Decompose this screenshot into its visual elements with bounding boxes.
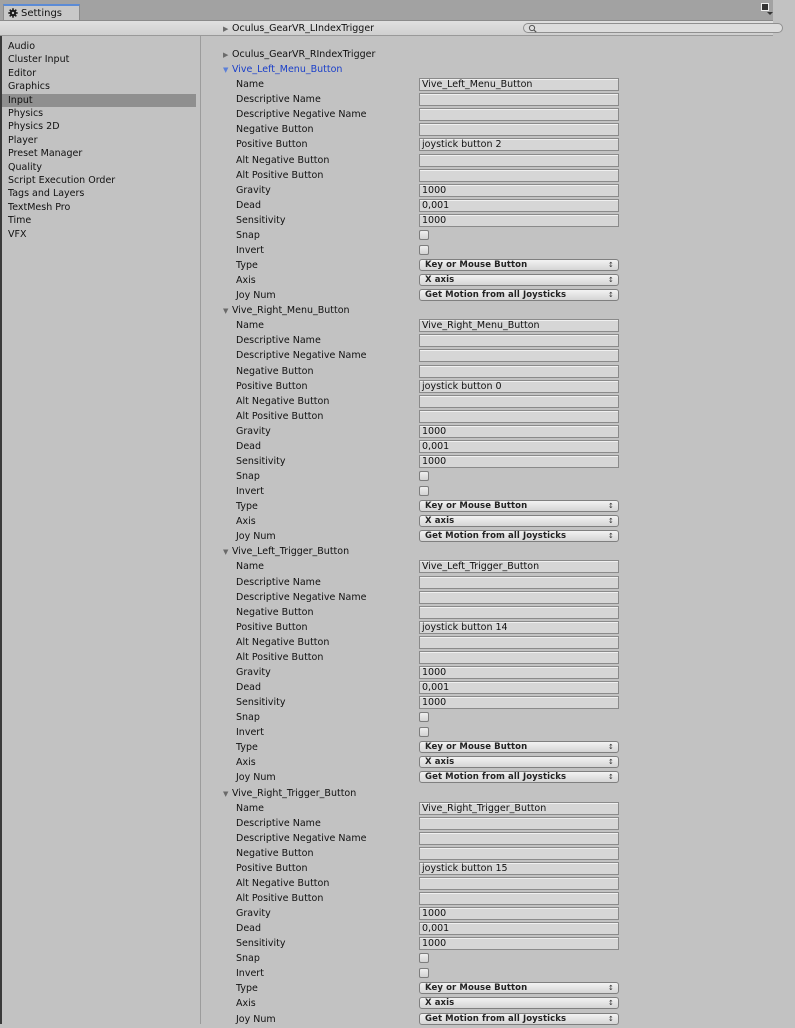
positive-button-field[interactable]: joystick button 14 [419,621,619,634]
snap-checkbox[interactable] [419,712,429,722]
dropdown-value: Key or Mouse Button [425,742,528,753]
axis-row-type [201,500,773,515]
descriptive-negative-name-label: Descriptive Negative Name [236,350,367,362]
joy-num-label: Joy Num [236,290,276,302]
axis-row-sensitivity [201,696,773,711]
sidebar-item-script-execution-order[interactable]: Script Execution Order [8,175,116,186]
gear-icon [8,8,18,18]
alt-negative-button-label: Alt Negative Button [236,154,330,166]
axis-row-dead [201,440,773,455]
sensitivity-label: Sensitivity [236,697,286,709]
foldout-expanded-icon[interactable]: ▼ [223,307,229,316]
gravity-field[interactable]: 1000 [419,184,619,197]
alt-negative-button-label: Alt Negative Button [236,636,330,648]
axis-row-descriptive-name [201,576,773,591]
sidebar-item-cluster-input[interactable]: Cluster Input [8,54,70,66]
type-label: Type [236,983,258,995]
alt-negative-button-field[interactable] [419,395,619,408]
dropdown-value: Get Motion from all Joysticks [425,290,567,301]
axis-row-negative-button [201,123,773,138]
alt-negative-button-label: Alt Negative Button [236,877,330,889]
window-titlebar [0,0,773,21]
joy-num-dropdown[interactable] [419,771,619,783]
updown-arrows-icon: ↕ [608,743,614,752]
axis-row-descriptive-name [201,334,773,349]
dropdown-value: X axis [425,757,455,768]
positive-button-label: Positive Button [236,621,308,633]
alt-positive-button-field[interactable] [419,410,619,423]
gravity-label: Gravity [236,908,271,920]
snap-checkbox[interactable] [419,953,429,963]
alt-negative-button-field[interactable] [419,154,619,167]
axis-row-negative-button [201,606,773,621]
axis-row-name [201,560,773,575]
foldout-expanded-icon[interactable]: ▼ [223,66,229,75]
negative-button-field[interactable] [419,606,619,619]
alt-positive-button-field[interactable] [419,169,619,182]
negative-button-label: Negative Button [236,847,314,859]
axis-dropdown[interactable] [419,515,619,527]
descriptive-name-label: Descriptive Name [236,94,321,106]
alt-positive-button-label: Alt Positive Button [236,651,324,663]
axis-foldout-collapsed-0[interactable]: ▶ Oculus_GearVR_LIndexTrigger [223,23,375,34]
name-label: Name [236,79,265,91]
sidebar-item-graphics[interactable]: Graphics [8,81,50,93]
dead-label: Dead [236,923,262,935]
descriptive-name-field[interactable] [419,93,619,106]
axis-row-descriptive-name [201,93,773,108]
axis-row-positive-button [201,380,773,395]
alt-positive-button-field[interactable] [419,892,619,905]
axis-row-invert [201,485,773,500]
axis-row-dead [201,199,773,214]
axis-row-descriptive-negative-name [201,591,773,606]
type-dropdown[interactable] [419,500,619,512]
axis-row-positive-button [201,621,773,636]
axis-dropdown[interactable] [419,997,619,1009]
axis-row-joy-num [201,771,773,786]
name-field[interactable]: Vive_Left_Trigger_Button [419,560,619,573]
negative-button-field[interactable] [419,365,619,378]
invert-checkbox[interactable] [419,727,429,737]
updown-arrows-icon: ↕ [608,291,614,300]
type-dropdown[interactable] [419,741,619,753]
snap-checkbox[interactable] [419,230,429,240]
gravity-label: Gravity [236,425,271,437]
sidebar-item-audio[interactable]: Audio [8,41,36,52]
axis-row-alt-negative-button [201,877,773,892]
snap-label: Snap [236,712,260,724]
joy-num-label: Joy Num [236,772,276,784]
axis-row-snap [201,470,773,485]
axis-row-sensitivity [201,455,773,470]
foldout-collapsed-icon[interactable]: ▶ [223,51,229,60]
descriptive-name-field[interactable] [419,334,619,347]
sensitivity-label: Sensitivity [236,455,286,467]
axis-row-alt-positive-button [201,651,773,666]
axis-row-snap [201,229,773,244]
axis-label: Axis [236,998,256,1010]
axis-row-descriptive-name [201,817,773,832]
type-label: Type [236,742,258,754]
alt-negative-button-field[interactable] [419,877,619,890]
positive-button-label: Positive Button [236,139,308,151]
input-manager-panel [201,23,773,1025]
dead-field[interactable]: 0,001 [419,440,619,453]
gravity-label: Gravity [236,666,271,678]
invert-label: Invert [236,244,264,256]
positive-button-field[interactable]: joystick button 2 [419,138,619,151]
descriptive-negative-name-field[interactable] [419,108,619,121]
axis-row-joy-num [201,289,773,304]
sensitivity-field[interactable]: 1000 [419,696,619,709]
negative-button-field[interactable] [419,123,619,136]
descriptive-negative-name-field[interactable] [419,349,619,362]
axis-label: Axis [236,275,256,287]
dropdown-value: X axis [425,998,455,1009]
alt-positive-button-label: Alt Positive Button [236,892,324,904]
axis-row-alt-positive-button [201,410,773,425]
sidebar-item-textmesh-pro[interactable]: TextMesh Pro [8,201,71,213]
alt-positive-button-field[interactable] [419,651,619,664]
axis-row-negative-button [201,365,773,380]
axis-row-sensitivity [201,937,773,952]
positive-button-label: Positive Button [236,862,308,874]
alt-positive-button-label: Alt Positive Button [236,410,324,422]
invert-checkbox[interactable] [419,486,429,496]
axis-row-axis [201,997,773,1012]
sidebar-item-vfx[interactable]: VFX [8,228,27,240]
axis-row-gravity [201,184,773,199]
snap-label: Snap [236,471,260,483]
axis-row-type [201,741,773,756]
invert-checkbox[interactable] [419,968,429,978]
joy-num-dropdown[interactable] [419,289,619,301]
axis-row-invert [201,726,773,741]
axis-row-sensitivity [201,214,773,229]
axis-header-label: Oculus_GearVR_RIndexTrigger [232,49,376,61]
negative-button-label: Negative Button [236,124,314,136]
dropdown-value: Key or Mouse Button [425,501,528,512]
axis-row-alt-positive-button [201,169,773,184]
descriptive-negative-name-label: Descriptive Negative Name [236,109,367,121]
updown-arrows-icon: ↕ [608,1014,614,1023]
updown-arrows-icon: ↕ [608,276,614,285]
gravity-label: Gravity [236,184,271,196]
dead-label: Dead [236,440,262,452]
updown-arrows-icon: ↕ [608,758,614,767]
axis-dropdown[interactable] [419,756,619,768]
dropdown-value: X axis [425,516,455,527]
joy-num-label: Joy Num [236,531,276,543]
positive-button-field[interactable]: joystick button 0 [419,380,619,393]
name-label: Name [236,320,265,332]
dropdown-value: X axis [425,275,455,286]
window-menu-arrow-icon [767,12,773,15]
axis-row-name [201,78,773,93]
dead-field[interactable]: 0,001 [419,199,619,212]
descriptive-name-label: Descriptive Name [236,576,321,588]
axis-row-gravity [201,666,773,681]
dropdown-value: Key or Mouse Button [425,260,528,271]
sidebar-item-input[interactable]: Input [2,94,196,107]
joy-num-dropdown[interactable] [419,1013,619,1025]
descriptive-negative-name-label: Descriptive Negative Name [236,591,367,603]
invert-label: Invert [236,486,264,498]
sensitivity-field[interactable]: 1000 [419,937,619,950]
sidebar-item-time[interactable]: Time [8,215,32,227]
alt-negative-button-label: Alt Negative Button [236,395,330,407]
name-field[interactable]: Vive_Right_Menu_Button [419,319,619,332]
updown-arrows-icon: ↕ [608,502,614,511]
updown-arrows-icon: ↕ [608,999,614,1008]
axis-row-axis [201,515,773,530]
axis-row-type [201,259,773,274]
joy-num-dropdown[interactable] [419,530,619,542]
snap-checkbox[interactable] [419,471,429,481]
axis-row-axis [201,756,773,771]
axis-row-alt-negative-button [201,636,773,651]
axis-header-label: Vive_Left_Trigger_Button [232,546,350,558]
sensitivity-field[interactable]: 1000 [419,455,619,468]
dead-field[interactable]: 0,001 [419,681,619,694]
axis-row-snap [201,952,773,967]
foldout-expanded-icon[interactable]: ▼ [223,548,229,557]
joy-num-label: Joy Num [236,1013,276,1025]
dropdown-value: Get Motion from all Joysticks [425,772,567,783]
name-field[interactable]: Vive_Right_Trigger_Button [419,802,619,815]
descriptive-name-label: Descriptive Name [236,335,321,347]
axis-row-name [201,319,773,334]
axis-row-name [201,802,773,817]
name-field[interactable]: Vive_Left_Menu_Button [419,78,619,91]
descriptive-negative-name-label: Descriptive Negative Name [236,832,367,844]
axis-row-alt-negative-button [201,395,773,410]
axis-row-negative-button [201,847,773,862]
axis-row-dead [201,681,773,696]
negative-button-label: Negative Button [236,365,314,377]
dead-label: Dead [236,682,262,693]
axis-foldout-vive-left-trigger-button[interactable] [223,545,795,560]
alt-positive-button-label: Alt Positive Button [236,169,324,181]
alt-negative-button-field[interactable] [419,636,619,649]
invert-label: Invert [236,727,264,739]
axis-dropdown[interactable] [419,274,619,286]
positive-button-field[interactable]: joystick button 15 [419,862,619,875]
gravity-field[interactable]: 1000 [419,425,619,438]
axis-row-gravity [201,425,773,440]
axis-header-label: Vive_Right_Menu_Button [232,305,350,317]
updown-arrows-icon: ↕ [608,773,614,782]
axis-row-descriptive-negative-name [201,832,773,847]
descriptive-name-label: Descriptive Name [236,817,321,829]
type-dropdown[interactable] [419,259,619,271]
axis-row-positive-button [201,862,773,877]
axis-foldout-vive-right-menu-button[interactable] [223,304,795,319]
descriptive-negative-name-field[interactable] [419,591,619,604]
descriptive-name-field[interactable] [419,576,619,589]
dropdown-value: Key or Mouse Button [425,983,528,994]
axis-row-gravity [201,907,773,922]
axis-label: Axis [236,757,256,769]
axis-row-invert [201,244,773,259]
axis-foldout-vive-right-trigger-button[interactable] [223,787,795,802]
sidebar-item-quality[interactable]: Quality [8,161,42,173]
dead-field[interactable]: 0,001 [419,922,619,935]
snap-label: Snap [236,229,260,241]
negative-button-label: Negative Button [236,606,314,618]
name-label: Name [236,802,265,814]
tab-settings[interactable] [3,4,80,20]
dropdown-value: Get Motion from all Joysticks [425,1013,567,1024]
axis-row-alt-positive-button [201,892,773,907]
axis-row-joy-num [201,530,773,545]
axis-row-positive-button [201,138,773,153]
sidebar-item-physics[interactable]: Physics [8,108,44,119]
sensitivity-label: Sensitivity [236,214,286,226]
axis-header-label: Vive_Right_Trigger_Button [232,787,357,799]
gravity-field[interactable]: 1000 [419,666,619,679]
sensitivity-field[interactable]: 1000 [419,214,619,227]
axis-row-axis [201,274,773,289]
sidebar-item-preset-manager[interactable]: Preset Manager [8,148,83,160]
axis-row-alt-negative-button [201,154,773,169]
updown-arrows-icon: ↕ [608,517,614,526]
axis-label: Axis [236,516,256,528]
axis-row-dead [201,922,773,937]
axis-row-snap [201,711,773,726]
axis-header-label: Vive_Left_Menu_Button [232,64,343,76]
descriptive-name-field[interactable] [419,817,619,830]
sidebar-item-editor[interactable]: Editor [8,67,37,79]
name-label: Name [236,561,265,573]
invert-checkbox[interactable] [419,245,429,255]
positive-button-label: Positive Button [236,380,308,392]
axis-row-joy-num [201,1013,773,1028]
axis-foldout-collapsed-1[interactable] [223,48,795,63]
settings-sidebar [0,36,201,1024]
dropdown-value: Get Motion from all Joysticks [425,531,567,542]
foldout-expanded-icon[interactable]: ▼ [223,789,229,798]
axis-row-type [201,982,773,997]
sidebar-item-physics-2d[interactable]: Physics 2D [8,121,60,133]
dead-label: Dead [236,199,262,211]
sensitivity-label: Sensitivity [236,938,286,950]
window-menu-button[interactable] [761,3,769,11]
axis-row-invert [201,967,773,982]
axis-row-descriptive-negative-name [201,108,773,123]
updown-arrows-icon: ↕ [608,984,614,993]
snap-label: Snap [236,953,260,965]
tab-label: Settings [21,7,63,19]
sidebar-item-tags-and-layers[interactable]: Tags and Layers [8,188,85,200]
type-dropdown[interactable] [419,982,619,994]
axis-foldout-vive-left-menu-button[interactable] [223,63,795,78]
negative-button-field[interactable] [419,847,619,860]
gravity-field[interactable]: 1000 [419,907,619,920]
updown-arrows-icon: ↕ [608,261,614,270]
axis-header-label: Oculus_GearVR_LIndexTrigger [232,23,375,34]
descriptive-negative-name-field[interactable] [419,832,619,845]
type-label: Type [236,501,258,513]
updown-arrows-icon: ↕ [608,532,614,541]
type-label: Type [236,260,258,272]
axis-row-descriptive-negative-name [201,349,773,364]
sidebar-item-player[interactable]: Player [8,134,38,146]
invert-label: Invert [236,968,264,980]
